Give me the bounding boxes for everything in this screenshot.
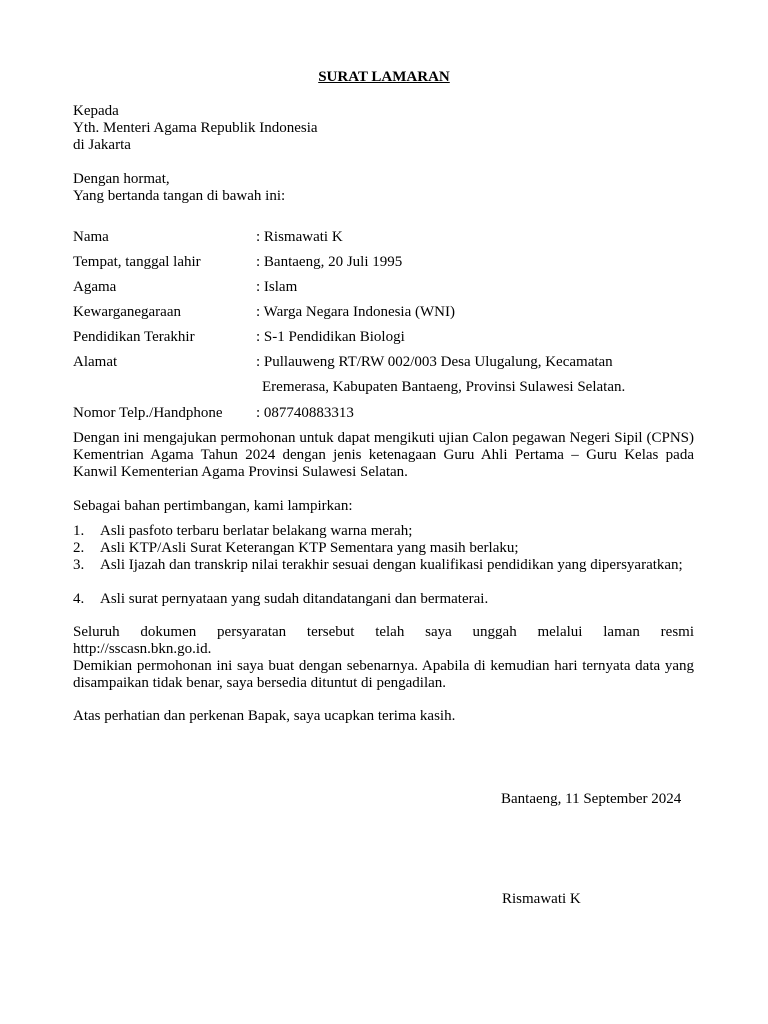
- identity-label-birth: Tempat, tanggal lahir: [73, 254, 201, 270]
- identity-label-citizenship: Kewarganegaraan: [73, 304, 181, 320]
- application-paragraph: Dengan ini mengajukan permohonan untuk dapat mengikuti ujian Calon pegawan Negeri Sipil (CPNS) Kementrian Agama Tahun 2024 dengan jenis ketenagaan Guru Ahli Pertama – Guru Kelas pada Kanwil Kementerian Agama Provinsi Sulawesi Selatan.: [73, 430, 694, 480]
- identity-label-address: Alamat: [73, 354, 118, 370]
- declaration-paragraph: Demikian permohonan ini saya buat dengan sebenarnya. Apabila di kemudian hari ternyata data yang disampaikan tidak benar, saya bersedia dituntut di pengadilan.: [73, 658, 694, 691]
- recipient-line-3: di Jakarta: [73, 137, 131, 153]
- identity-value-birth: : Bantaeng, 20 Juli 1995: [256, 254, 403, 270]
- list-item-number: 2.: [73, 540, 85, 556]
- identity-value-phone: : 087740883313: [256, 405, 354, 421]
- place-date: Bantaeng, 11 September 2024: [501, 791, 682, 807]
- recipient-line-1: Kepada: [73, 103, 119, 119]
- identity-value-citizenship: : Warga Negara Indonesia (WNI): [256, 304, 455, 320]
- identity-value-religion: : Islam: [256, 279, 298, 295]
- attachments-intro: Sebagai bahan pertimbangan, kami lampirkan:: [73, 498, 353, 514]
- list-item: Asli Ijazah dan transkrip nilai terakhir sesuai dengan kualifikasi pendidikan yang dipersyaratkan;: [100, 557, 683, 573]
- list-item-number: 4.: [73, 591, 85, 607]
- identity-label-education: Pendidikan Terakhir: [73, 329, 195, 345]
- recipient-line-2: Yth. Menteri Agama Republik Indonesia: [73, 120, 318, 136]
- letter-title: SURAT LAMARAN: [318, 69, 450, 85]
- identity-value-education: : S-1 Pendidikan Biologi: [256, 329, 405, 345]
- greeting-line-1: Dengan hormat,: [73, 171, 170, 187]
- identity-label-religion: Agama: [73, 279, 117, 295]
- signer-name: Rismawati K: [502, 891, 581, 907]
- identity-label-name: Nama: [73, 229, 109, 245]
- list-item-number: 1.: [73, 523, 85, 539]
- greeting-line-2: Yang bertanda tangan di bawah ini:: [73, 188, 286, 204]
- thanks-line: Atas perhatian dan perkenan Bapak, saya ucapkan terima kasih.: [73, 708, 456, 724]
- identity-value-address-continuation: Eremerasa, Kabupaten Bantaeng, Provinsi Sulawesi Selatan.: [262, 379, 626, 395]
- identity-value-name: : Rismawati K: [256, 229, 343, 245]
- identity-value-address: : Pullauweng RT/RW 002/003 Desa Ulugalung, Kecamatan: [256, 354, 613, 370]
- list-item: Asli KTP/Asli Surat Keterangan KTP Sementara yang masih berlaku;: [100, 540, 519, 556]
- upload-statement-line-1: Seluruh dokumen persyaratan tersebut telah saya unggah melalui laman resmi: [73, 624, 694, 640]
- list-item-number: 3.: [73, 557, 85, 573]
- upload-statement-url: http://sscasn.bkn.go.id.: [73, 641, 212, 657]
- list-item: Asli surat pernyataan yang sudah ditandatangani dan bermaterai.: [100, 591, 489, 607]
- list-item: Asli pasfoto terbaru berlatar belakang warna merah;: [100, 523, 413, 539]
- identity-label-phone: Nomor Telp./Handphone: [73, 405, 223, 421]
